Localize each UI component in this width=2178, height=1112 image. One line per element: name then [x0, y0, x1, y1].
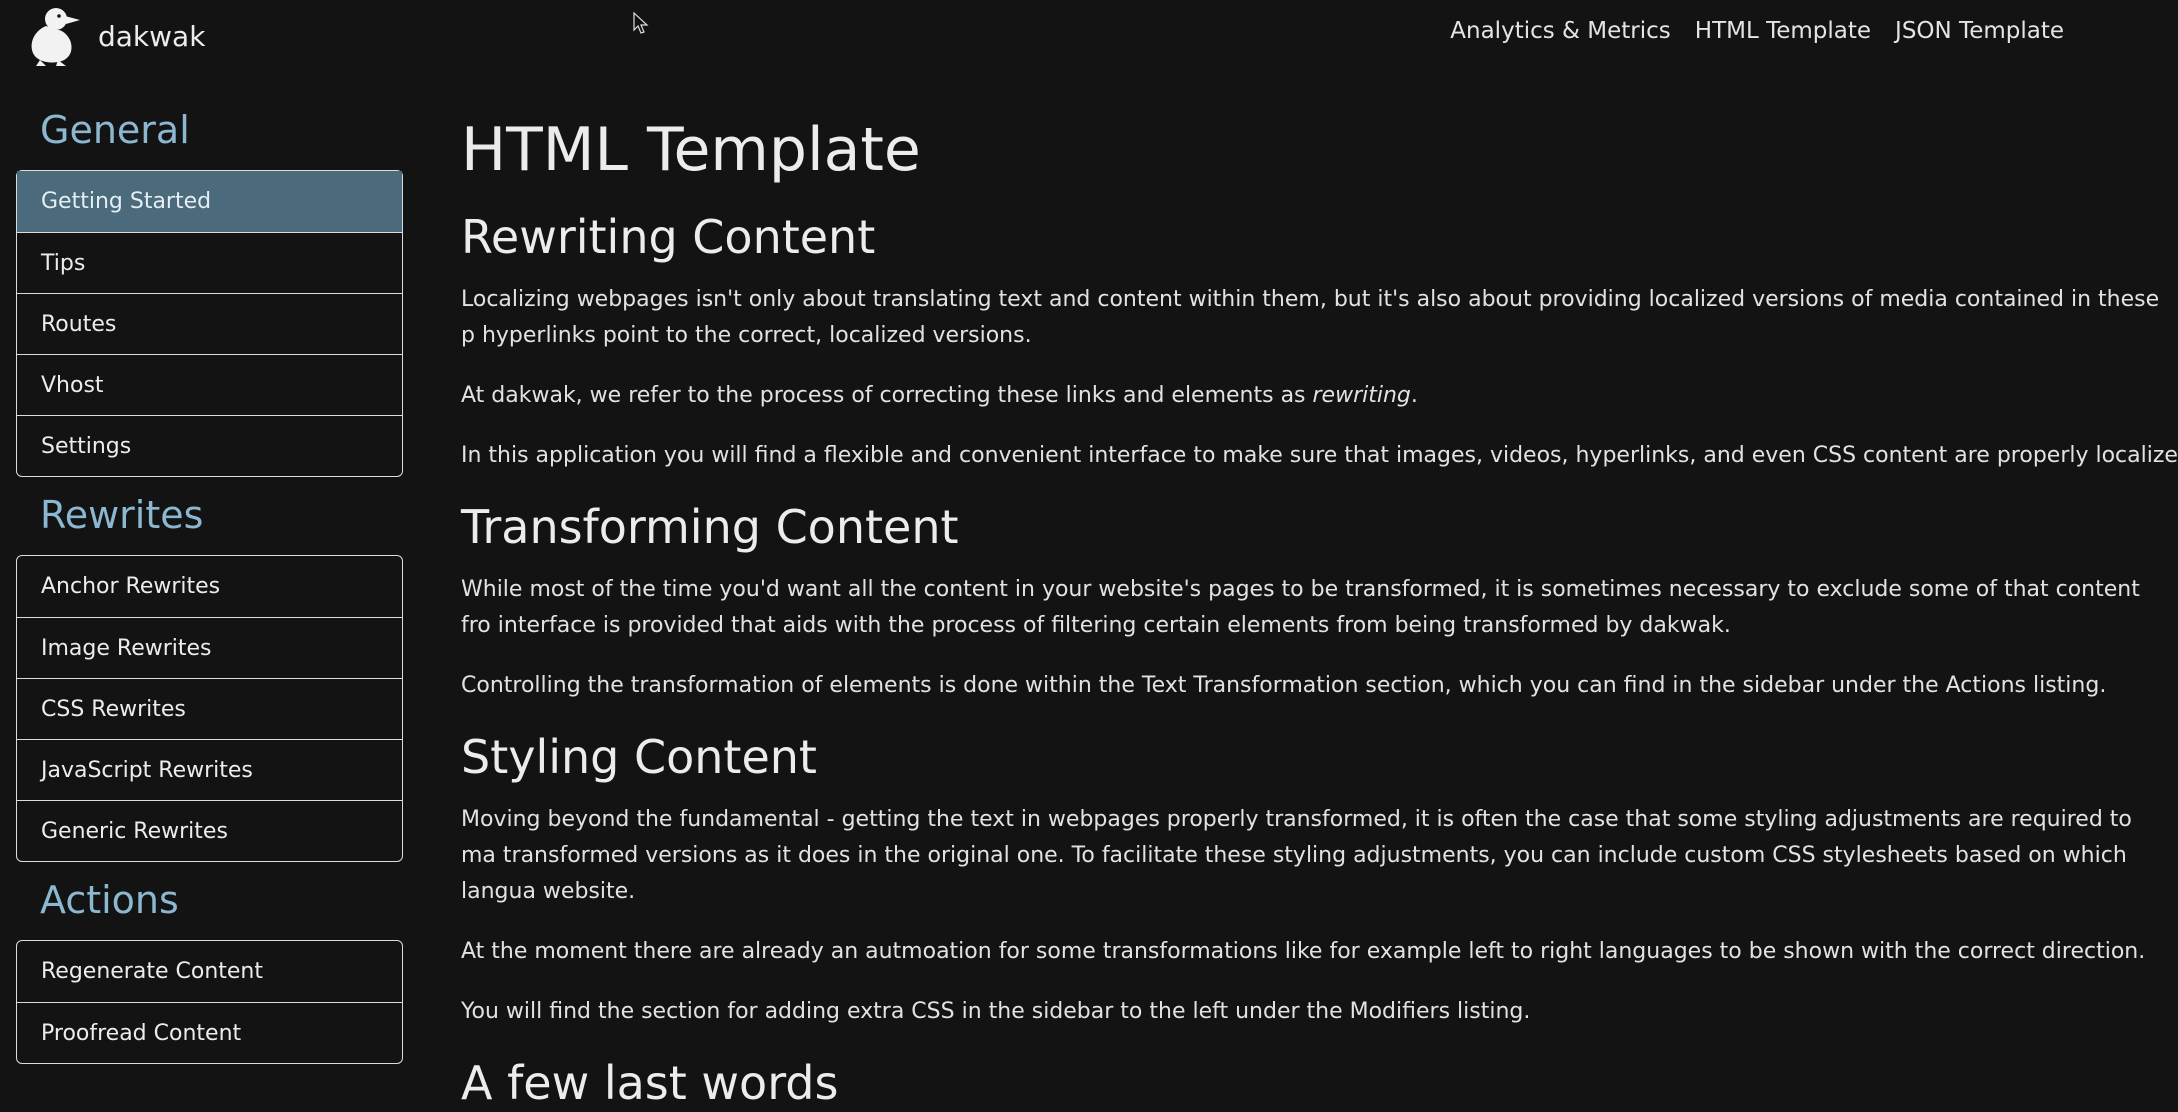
paragraph-rewriting-1: Localizing webpages isn't only about translating text and content within them, but it's also about providing localized versions of media contained in these p hyperlinks point to the correct, localized versions.	[461, 287, 2160, 348]
paragraph-transforming-1: While most of the time you'd want all the content in your website's pages to be transformed, it is sometimes necessary to exclude some of that content fro interface is provided that aids with the process of filtering certain elements from being transformed by dakwak.	[461, 577, 2140, 638]
sidebar-group-actions	[16, 940, 403, 1064]
heading-transforming-content: Transforming Content	[461, 500, 959, 554]
sidebar-item-anchor-rewrites[interactable]: Anchor Rewrites	[41, 574, 221, 599]
sidebar-section-title-general: General	[40, 108, 190, 152]
nav-link-json-template[interactable]: JSON Template	[1895, 18, 2064, 44]
sidebar-item-settings[interactable]: Settings	[17, 415, 402, 476]
sidebar-item-css-rewrites[interactable]: CSS Rewrites	[17, 678, 402, 739]
nav-link-analytics-metrics[interactable]: Analytics & Metrics	[1450, 18, 1671, 44]
paragraph-rewriting-2-after: .	[1410, 383, 1418, 408]
paragraph-rewriting-3: In this application you will find a flexible and convenient interface to make sure that images, videos, hyperlinks, and even CSS content are properly localize	[461, 443, 2178, 468]
paragraph-styling-3: You will find the section for adding extra CSS in the sidebar to the left under the Modifiers listing.	[461, 999, 1531, 1024]
paragraph-styling-1: Moving beyond the fundamental - getting the text in webpages properly transformed, it is often the case that some styling adjustments are required to ma transformed versions as it does in the original one. To facilitate these styling adjustments, you can include custom CSS stylesheets based on which langua website.	[461, 807, 2132, 904]
sidebar-section-title-rewrites: Rewrites	[40, 493, 204, 537]
sidebar-item-javascript-rewrites[interactable]: JavaScript Rewrites	[17, 739, 402, 800]
duck-logo-icon	[26, 4, 82, 68]
sidebar-item-proofread-content[interactable]: Proofread Content	[17, 1002, 402, 1063]
mouse-cursor-icon	[633, 12, 649, 36]
sidebar-item-image-rewrites[interactable]: Image Rewrites	[17, 617, 402, 678]
heading-styling-content: Styling Content	[461, 730, 817, 784]
sidebar-item-getting-started[interactable]: Getting Started	[17, 171, 402, 232]
brand[interactable]	[26, 4, 205, 68]
top-navbar	[0, 0, 2072, 72]
sidebar-group-rewrites	[16, 555, 403, 862]
paragraph-rewriting-2-before: At dakwak, we refer to the process of correcting these links and elements as	[461, 383, 1313, 408]
heading-a-few-last-words: A few last words	[461, 1056, 839, 1110]
sidebar-item-routes[interactable]: Routes	[17, 293, 402, 354]
sidebar	[16, 98, 403, 1076]
rewriting-term: rewriting	[1312, 383, 1411, 408]
paragraph-styling-2: At the moment there are already an autmoation for some transformations like for example left to right languages to be shown with the correct direction.	[461, 939, 2146, 964]
main-content	[461, 110, 2178, 1110]
sidebar-item-tips[interactable]: Tips	[17, 232, 402, 293]
paragraph-rewriting-2	[461, 378, 2161, 414]
top-nav-links	[1450, 18, 2064, 44]
nav-link-html-template[interactable]: HTML Template	[1694, 18, 1872, 44]
sidebar-group-general	[16, 170, 403, 477]
sidebar-item-generic-rewrites[interactable]: Generic Rewrites	[17, 800, 402, 861]
heading-rewriting-content: Rewriting Content	[461, 210, 876, 264]
page-title: HTML Template	[461, 115, 921, 185]
paragraph-transforming-2: Controlling the transformation of elements is done within the Text Transformation section, which you can find in the sidebar under the Actions listing.	[461, 673, 2107, 698]
sidebar-item-regenerate-content[interactable]: Regenerate Content	[41, 959, 263, 984]
brand-name: dakwak	[98, 19, 206, 53]
sidebar-item-vhost[interactable]: Vhost	[17, 354, 402, 415]
sidebar-section-title-actions: Actions	[40, 878, 179, 922]
